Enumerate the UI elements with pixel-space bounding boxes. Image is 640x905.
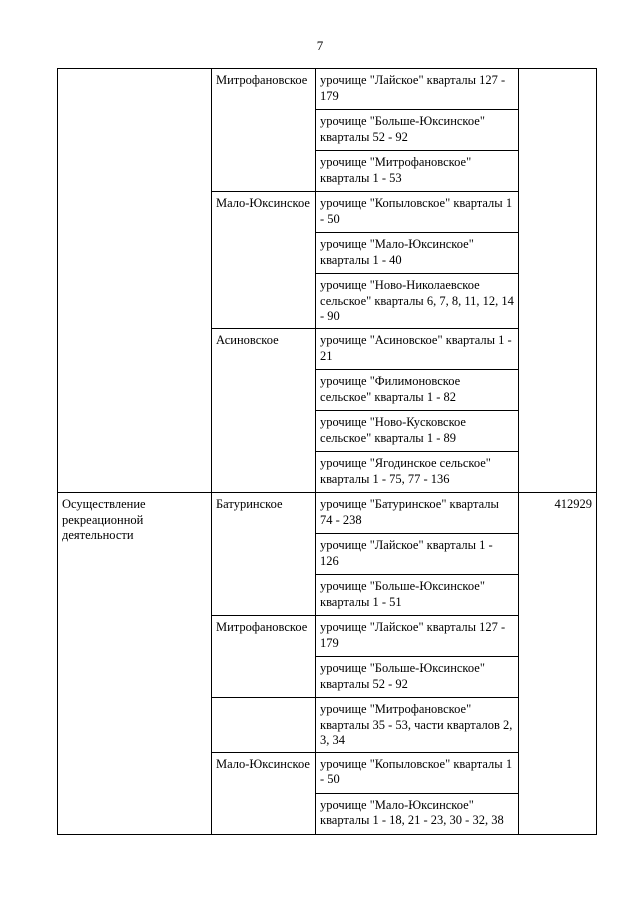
location-cell: урочище "Больше-Юксинское" кварталы 52 - 92 — [316, 657, 519, 698]
activity-cell: Осуществление рекреационной деятельности — [58, 493, 212, 835]
forestry-cell: Мало-Юксинское — [212, 192, 316, 329]
forestry-table — [57, 68, 597, 835]
area-cell — [519, 69, 597, 493]
location-cell: урочище "Больше-Юксинское" кварталы 1 - 51 — [316, 575, 519, 616]
area-cell: 412929 — [519, 493, 597, 835]
location-cell: урочище "Копыловское" кварталы 1 - 50 — [316, 752, 519, 793]
page-number: 7 — [316, 38, 324, 53]
table-row — [58, 493, 597, 534]
location-cell: урочище "Копыловское" кварталы 1 - 50 — [316, 192, 519, 233]
location-cell: урочище "Больше-Юксинское" кварталы 52 - 92 — [316, 110, 519, 151]
forestry-cell: Митрофановское — [212, 616, 316, 698]
location-cell: урочище "Митрофановское" кварталы 1 - 53 — [316, 151, 519, 192]
location-cell: урочище "Филимоновское сельское" кварталы 1 - 82 — [316, 370, 519, 411]
location-cell: урочище "Асиновское" кварталы 1 - 21 — [316, 329, 519, 370]
location-cell: урочище "Ново-Николаевское сельское" кварталы 6, 7, 8, 11, 12, 14 - 90 — [316, 274, 519, 329]
forestry-cell: Батуринское — [212, 493, 316, 616]
location-cell: урочище "Митрофановское" кварталы 35 - 53, части кварталов 2, 3, 34 — [316, 698, 519, 753]
location-cell: урочище "Лайское" кварталы 127 - 179 — [316, 616, 519, 657]
location-cell: урочище "Лайское" кварталы 127 - 179 — [316, 69, 519, 110]
location-cell: урочище "Ягодинское сельское" кварталы 1 - 75, 77 - 136 — [316, 452, 519, 493]
forestry-cell: Асиновское — [212, 329, 316, 493]
forestry-cell — [212, 698, 316, 753]
location-cell: урочище "Лайское" кварталы 1 - 126 — [316, 534, 519, 575]
activity-cell — [58, 69, 212, 493]
location-cell: урочище "Батуринское" кварталы 74 - 238 — [316, 493, 519, 534]
forestry-cell: Мало-Юксинское — [212, 752, 316, 834]
location-cell: урочище "Ново-Кусковское сельское" кварталы 1 - 89 — [316, 411, 519, 452]
location-cell: урочище "Мало-Юксинское" кварталы 1 - 18, 21 - 23, 30 - 32, 38 — [316, 793, 519, 834]
location-cell: урочище "Мало-Юксинское" кварталы 1 - 40 — [316, 233, 519, 274]
table-row — [58, 69, 597, 110]
forestry-cell: Митрофановское — [212, 69, 316, 192]
